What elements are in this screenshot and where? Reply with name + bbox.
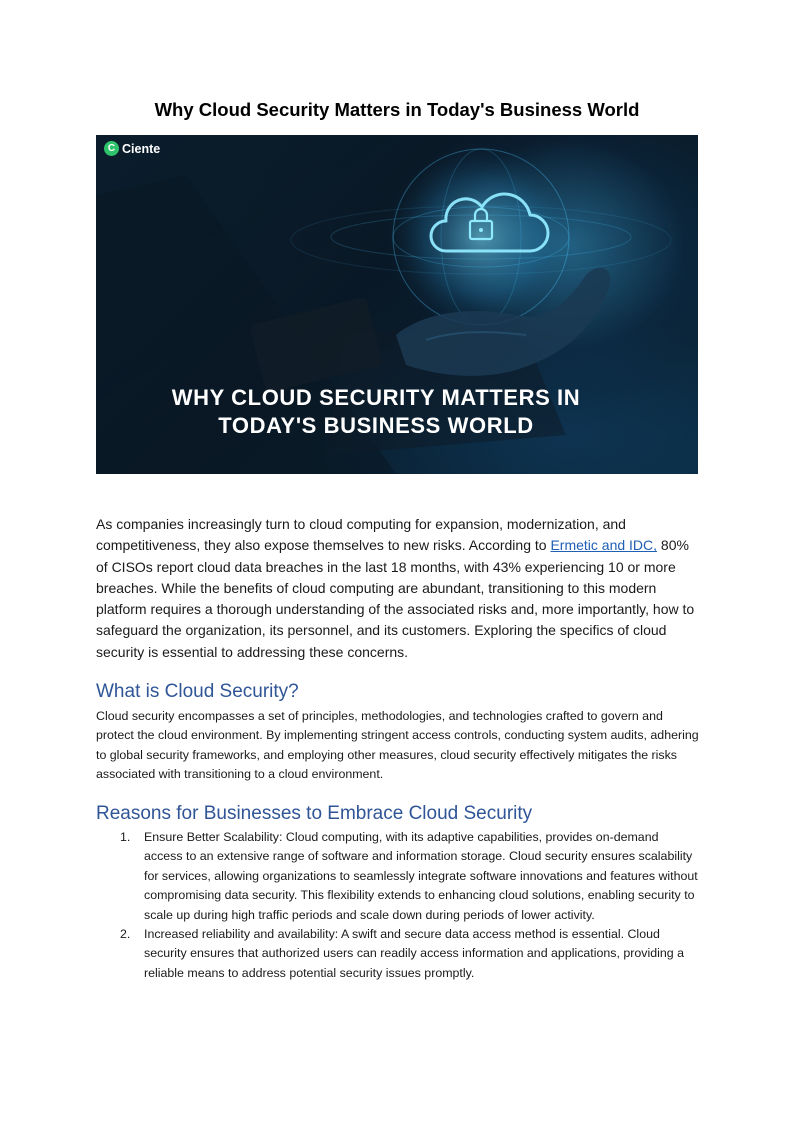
brand-name: Ciente <box>122 141 161 156</box>
intro-paragraph <box>96 514 700 663</box>
list-item-number: 2. <box>120 927 131 942</box>
page-title: Why Cloud Security Matters in Today's Business World <box>154 99 640 120</box>
list-item-text: Increased reliability and availability: A swift and secure data access method is essential. Cloud security ensures that authorized users can readily access information and applications, providing a reliable means to address potential security issues promptly. <box>144 927 684 980</box>
list-item <box>96 925 700 983</box>
list-item-text: Ensure Better Scalability: Cloud computing, with its adaptive capabilities, provides on-demand access to an extensive range of software and information storage. Cloud security ensures scalability for services, allowing organizations to seamlessly integrate software innovations and features without compromising data security. This flexibility extends to enhancing cloud solutions, enabling security to scale up during high traffic periods and scale down during periods of lower activity. <box>144 830 698 922</box>
hero-image <box>96 135 698 474</box>
reasons-list <box>96 828 700 983</box>
ermetic-idc-link[interactable]: Ermetic and IDC, <box>550 537 658 554</box>
intro-text-before-link: As companies increasingly turn to cloud computing for expansion, modernization, and competitiveness, they also expose themselves to new risks. According to <box>96 516 626 554</box>
section-body-what-is-cloud-security: Cloud security encompasses a set of principles, methodologies, and technologies crafted to govern and protect the cloud environment. By implementing stringent access controls, conducting system audits, adhering to global security frameworks, and employing other measures, cloud security effectively mitigates the risks associated with transitioning to a cloud environment. <box>96 709 699 782</box>
hero-caption <box>96 384 656 440</box>
section-heading-what-is-cloud-security: What is Cloud Security? <box>96 681 299 702</box>
list-item-number: 1. <box>120 830 131 844</box>
brand-mark-icon: C <box>104 141 119 156</box>
hero-caption-line-2: TODAY'S BUSINESS WORLD <box>218 413 534 438</box>
intro-text-after-link: 80% of CISOs report cloud data breaches in the last 18 months, with 43% experiencing 10 or more breaches. While the benefits of cloud computing are abundant, transitioning to this modern platform requires a thorough understanding of the associated risks and, more importantly, how to safeguard the organization, its personnel, and its customers. Exploring the specifics of cloud security is essential to addressing these concerns. <box>96 537 695 660</box>
section-heading-reasons: Reasons for Businesses to Embrace Cloud Security <box>96 803 533 824</box>
hero-caption-line-1: WHY CLOUD SECURITY MATTERS IN <box>171 385 581 410</box>
brand-logo <box>104 141 160 156</box>
list-item <box>96 828 700 925</box>
